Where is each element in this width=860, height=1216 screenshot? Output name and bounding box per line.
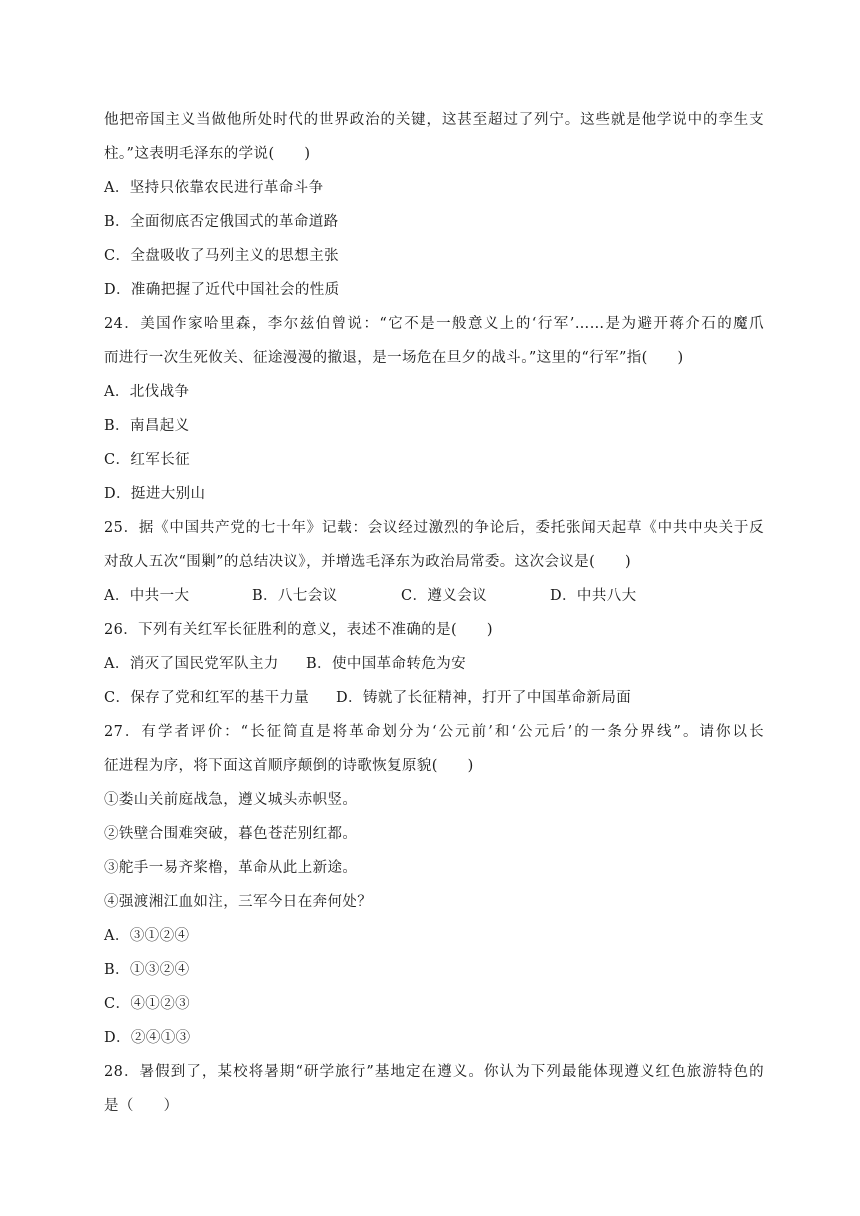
q25-text-line-2: 对敌人五次“围剿”的总结决议》，并增选毛泽东为政治局常委。这次会议是( ) (104, 554, 632, 570)
q27-text-line-2: 征进程为序，将下面这首顺序颠倒的诗歌恢复原貌( ) (104, 758, 474, 774)
q27-option-b: B．①③②④ (104, 962, 190, 978)
q27-poem-line-2: ②铁壁合围难突破，暮色苍茫别红都。 (104, 826, 358, 842)
q27-option-c: C．④①②③ (104, 996, 190, 1012)
q24-option-c: C．红军长征 (104, 452, 190, 468)
q25-option-b: B．八七会议 (252, 588, 338, 604)
q24-option-d: D．挺进大别山 (104, 486, 206, 502)
q25-text-line-1: 25．据《中国共产党的七十年》记载：会议经过激烈的争论后，委托张闻天起草《中共中央关于反 (104, 520, 764, 536)
q24-option-b: B．南昌起义 (104, 418, 190, 434)
q23-option-c: C．全盘吸收了马列主义的思想主张 (104, 248, 339, 264)
q23-option-d: D．准确把握了近代中国社会的性质 (104, 282, 340, 298)
q26-option-b: B．使中国革命转危为安 (306, 656, 467, 672)
q25-option-a: A．中共一大 (104, 588, 190, 604)
q28-text-line-2: 是（ ） (104, 1098, 179, 1114)
q24-option-a: A．北伐战争 (104, 384, 190, 400)
q23-text-line-2: 柱。”这表明毛泽东的学说( ) (104, 146, 311, 162)
q27-poem-line-4: ④强渡湘江血如注，三军今日在奔何处？ (104, 894, 373, 910)
q27-poem-line-3: ③舵手一易齐桨橹，革命从此上新途。 (104, 860, 358, 876)
q23-option-a: A．坚持只依靠农民进行革命斗争 (104, 180, 324, 196)
q26-text-line-1: 26．下列有关红军长征胜利的意义，表述不准确的是( ) (104, 622, 493, 638)
q24-text-line-1: 24．美国作家哈里森，李尔兹伯曾说：“它不是一般意义上的‘行军’……是为避开蒋介石的魔爪 (104, 316, 764, 332)
q23-text-line-1: 他把帝国主义当做他所处时代的世界政治的关键，这甚至超过了列宁。这些就是他学说中的孪生支 (104, 112, 764, 128)
q26-option-c: C．保存了党和红军的基干力量 (104, 690, 310, 706)
q24-text-line-2: 而进行一次生死攸关、征途漫漫的撤退，是一场危在旦夕的战斗。”这里的“行军”指( ) (104, 350, 684, 366)
q27-option-d: D．②④①③ (104, 1030, 191, 1046)
q26-option-a: A．消灭了国民党军队主力 (104, 656, 279, 672)
q27-poem-line-1: ①娄山关前庭战急，遵义城头赤帜竖。 (104, 792, 358, 808)
q27-text-line-1: 27．有学者评价：“长征简直是将革命划分为‘公元前’和‘公元后’的一条分界线”。请你以长 (104, 724, 764, 740)
q23-option-b: B．全面彻底否定俄国式的革命道路 (104, 214, 339, 230)
q28-text-line-1: 28．暑假到了，某校将暑期“研学旅行”基地定在遵义。你认为下列最能体现遵义红色旅游特色的 (104, 1064, 764, 1080)
q27-option-a: A．③①②④ (104, 928, 190, 944)
q26-option-d: D．铸就了长征精神，打开了中国革命新局面 (336, 690, 632, 706)
q25-option-c: C．遵义会议 (401, 588, 487, 604)
q25-option-d: D．中共八大 (550, 588, 637, 604)
